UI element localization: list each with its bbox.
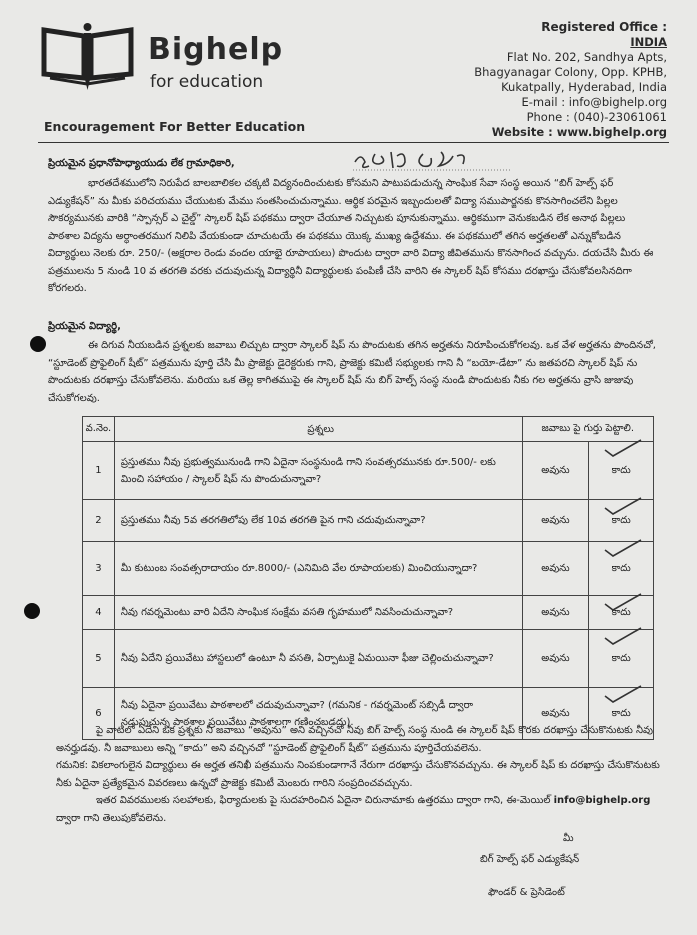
row-number: 4 [83, 596, 115, 630]
salutation-student: ప్రియమైన విద్యార్థి, [48, 321, 121, 332]
answer-no-cell[interactable] [589, 500, 654, 542]
row-number: 2 [83, 500, 115, 542]
answer-no: కాదు [611, 464, 631, 476]
row-question: నీవు గవర్నమెంటు వారి ఏదేని సాంఘిక సంక్షేమ వసతి గృహములో నివసించుచున్నావా? [114, 596, 522, 630]
eligibility-table [82, 416, 654, 740]
row-number: 6 [83, 688, 115, 740]
answer-yes[interactable]: అవును [522, 596, 589, 630]
office-phone: Phone : (040)-23061061 [526, 110, 667, 124]
brand-subtitle: for education [150, 72, 264, 92]
answer-yes[interactable]: అవును [522, 500, 589, 542]
row-number: 5 [83, 630, 115, 688]
checkmark-icon [603, 592, 643, 614]
contact-text-end: ద్వారా గాని తెలుపుకోవలెను. [56, 812, 167, 824]
header-divider [38, 142, 669, 143]
table-row [83, 596, 654, 630]
student-paragraph: ఈ దిగువ నీయబడిన ప్రశ్నలకు జవాబు లిచ్చుట ద్వారా స్కాలర్ షిప్ ను పొందుటకు తగిన అర్హతను నిరూపించుకోగలవు. ఒక వేళ అర్హతను పొందినచో, “స్టూడెంట్ ప్రొఫైలింగ్ షీట్” పత్రమును పూర్తి చేసి మీ ప్రాజెక్టు డైరెక్టరుకు గాని, ప్రాజెక్టు కమిటీ సభ్యులకు గాని నీ “బయో-డేటా” ను జతపరచి స్కాలర్ షిప్ ను పొందుటకు దరఖాస్తు చేసుకోవలెను. మరియు ఒక తెల్ల కాగితముపై ఈ స్కాలర్ షిప్ ను బిగ్ హెల్ప్ సంస్థ నుండి పొందుటకు నీకు గల అర్హతను వ్రాసి జుజువు చేసుకోగలవు. [48, 340, 656, 404]
registered-office [474, 20, 667, 140]
row-question: మీ కుటుంబ సంవత్సరాదాయం రూ.8000/- (ఎనిమిది వేల రూపాయలకు) మించియున్నాదా? [114, 542, 522, 596]
ineligibility-paragraph: పై వాటిలో ఏదేని ఒక ప్రశ్నకు నీ జవాబు “అవును” అని వచ్చినచో నీవు బిగ్ హెల్ప్ సంస్థ నుండి ఈ స్కాలర్ షిప్ కొరకు దరఖాస్తు చేసుకొనుటకు నీవు అనర్హుడవు. నీ జవాబులు అన్ని “కాదు” అని వచ్చినచో “స్టూడెంట్ ప్రొఫైలింగ్ షీట్” పత్రమును పూర్తిచేయవలెను. [56, 725, 654, 754]
handwritten-signature [345, 146, 515, 174]
header-answer: జవాబు పై గుర్తు పెట్టాలి. [522, 417, 654, 442]
address-line: Flat No. 202, Sandhya Apts, [506, 50, 667, 64]
table-row [83, 442, 654, 500]
note-paragraph: గమనిక: వికలాంగులైన విద్యార్థులు ఈ అర్హత తనిఖీ పత్రమును నింపకుండాగానే నేరుగా దరఖాస్తు చేసుకొనవచ్చును. ఈ స్కాలర్ షిప్ కు దరఖాస్తు చేసుకొనుటకు నీకు ఏదైనా ప్రత్యేకమైన వివరణలు ఉన్నచో ప్రాజెక్టు కమిటీ మెంబరు గారిని సంప్రదించవచ్చును. [56, 760, 660, 789]
answer-no: కాదు [611, 606, 631, 618]
contact-email-link[interactable]: info@bighelp.org [553, 795, 651, 806]
answer-no: కాదు [611, 707, 631, 719]
punch-hole [24, 603, 40, 619]
checkmark-icon [603, 496, 643, 518]
row-question: నీవు ఏదేని ప్రయివేటు హాస్టలులో ఉంటూ నీ వసతి, ఏర్పాటుకై ఏమయినా ఫీజు చెల్లించుచున్నావా? [114, 630, 522, 688]
office-country: INDIA [630, 35, 667, 49]
tagline: Encouragement For Better Education [44, 119, 306, 134]
header-sno: వ.నెం. [83, 417, 115, 442]
signatory-designation: ఫౌండర్ & ప్రెసిడెంట్ [488, 887, 565, 898]
row-question: ప్రస్తుతము నీవు ప్రభుత్వమునుండి గాని ఏదైనా సంస్థనుండి గాని సంవత్సరమునకు రూ.500/- లకు మించి సహాయం / స్కాలర్ షిప్ ను పొందుచున్నావా? [114, 442, 522, 500]
contact-text: ఇతర వివరములకు సలహాలకు, ఫిర్యాదులకు పై సుదహరించిన ఏదైనా చిరునామాకు ఉత్తరము ద్వారా గాని, ఈ-మెయిల్ [96, 795, 551, 806]
row-question: నీవు ఏదైనా ప్రయివేటు పాఠశాలలో చదువుచున్నావా? (గమనిక - గవర్నమెంట్ సబ్సిడీ ద్వారా నడుపుచున్న పాఠశాల ప్రయివేటు పాఠశాలగా గణించబడదు). [114, 688, 522, 740]
answer-no-cell[interactable] [589, 630, 654, 688]
contact-paragraph [56, 792, 662, 827]
address-line: Bhagyanagar Colony, Opp. KPHB, [474, 65, 667, 79]
checkmark-icon [603, 626, 643, 648]
organization-signature: బిగ్ హెల్ప్ ఫర్ ఎడ్యుకేషన్ [480, 854, 580, 865]
answer-no-cell[interactable] [589, 542, 654, 596]
header-question: ప్రశ్నలు [114, 417, 522, 442]
intro-paragraph: భారతదేశములోని నిరుపేద బాలబాలికల చక్కటి విద్యనందించుటకు కోసమని పాటుపడుచున్న సాంఘిక సేవా సంస్థ అయిన “బిగ్ హెల్ప్ ఫర్ ఎడ్యుకేషన్” ను మీకు పరిచయము చేయుటకు మేము సంతసించుచున్నాము. ఆర్థిక పరమైన ఇబ్బందులతో విద్యా సముపార్జనకు కొనసాగించలేని పిల్లల సౌకర్యమునకు వారికి “స్పాన్సర్ ఎ చైల్డ్” స్కాలర్ షిప్ పథకము ద్వారా చేయూత నిచ్చుటకు పూనుకున్నాము. ఆర్థికముగా వెనుకబడిన లేక అనాథ పిల్లలు పాఠశాల విద్యను అర్ధాంతరముగ నిలిపి వేయకుండా చూచుటయే ఈ పథకము యొక్క ముఖ్య ఉద్దేశము. ఈ పథకములో తగిన అర్హతలతో ఎన్నుకోబడిన విద్యార్థులు నెలకు రూ. 250/- (అక్షరాల రెండు వందల యాభై రూపాయలు) పొందుట ద్వారా వారి విద్యా జీవితమును కొనసాగించ వచ్చును. దయచేసి మీరు ఈ పత్రములను 5 నుండి 10 వ తరగతి వరకు చదువుచున్న విద్యార్థినీ విద్యార్థులకు పంపిణీ చేసి వారిని ఈ స్కాలర్ షిప్ కోసము దరఖాస్తు చేసుకోవలసినదిగా కోరగలరు. [48, 178, 654, 294]
answer-no: కాదు [611, 514, 631, 526]
answer-no: కాదు [611, 562, 631, 574]
table-header-row [83, 417, 654, 442]
checkmark-icon [603, 438, 643, 460]
address-line: Kukatpally, Hyderabad, India [501, 80, 667, 94]
table-row [83, 542, 654, 596]
salutation-headmaster: ప్రియమైన ప్రధానోపాధ్యాయుడు లేక గ్రామాధికారి, [48, 158, 235, 169]
brand-name: Bighelp [148, 32, 284, 67]
office-website: Website : www.bighelp.org [491, 125, 667, 139]
answer-yes[interactable]: అవును [522, 542, 589, 596]
checkmark-icon [603, 538, 643, 560]
closing: మీ [563, 833, 574, 844]
answer-no-cell[interactable] [589, 442, 654, 500]
answer-yes[interactable]: అవును [522, 630, 589, 688]
book-pen-logo-icon [40, 22, 135, 92]
row-number: 3 [83, 542, 115, 596]
answer-no-cell[interactable] [589, 596, 654, 630]
answer-yes[interactable]: అవును [522, 688, 589, 740]
office-title: Registered Office : [541, 20, 667, 34]
checkmark-icon [603, 684, 643, 706]
answer-no: కాదు [611, 652, 631, 664]
table-row [83, 500, 654, 542]
office-email: E-mail : info@bighelp.org [521, 95, 667, 109]
row-question: ప్రస్తుతము నీవు 5వ తరగతిలోపు లేక 10వ తరగతి పైన గాని చదువుచున్నావా? [114, 500, 522, 542]
punch-hole [30, 336, 46, 352]
answer-yes[interactable]: అవును [522, 442, 589, 500]
row-number: 1 [83, 442, 115, 500]
table-row [83, 630, 654, 688]
